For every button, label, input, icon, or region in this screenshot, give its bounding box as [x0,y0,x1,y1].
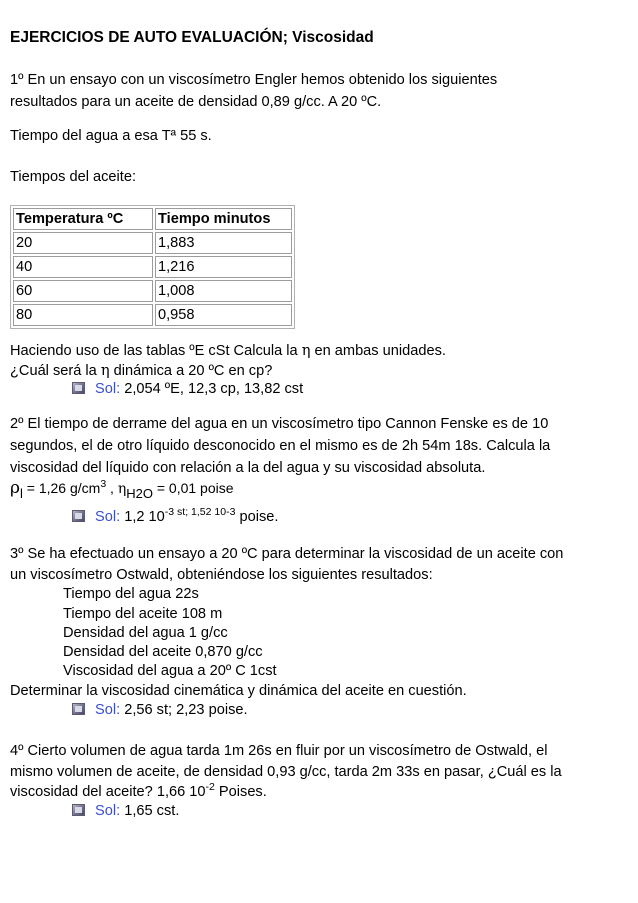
solution-label: Sol: [95,509,121,525]
rho-value: = 1,26 g/cm [22,480,101,496]
ex3-line1: 3º Se ha efectuado un ensayo a 20 ºC para determinar la viscosidad de un aceite con [10,546,564,562]
ex3-item: Tiempo del aceite 108 m [63,606,223,622]
eta-symbol: η [301,342,311,359]
bullet-icon [72,382,85,394]
ex3-item: Densidad del agua 1 g/cc [63,625,228,641]
ex1-question-pre: Haciendo uso de las tablas ºE cSt Calcula la [10,343,302,359]
ex1-question2 [10,362,272,380]
ex4-exponent: -2 [205,781,215,793]
ex2-line3: viscosidad del líquido con relación a la del agua y su viscosidad absoluta. [10,460,486,476]
ex1-intro-line2: resultados para un aceite de densidad 0,89 g/cc. A 20 ºC. [10,94,382,110]
solution-text: 1,65 cst. [120,803,180,819]
table-cell: 40 [13,256,153,278]
ex3-solution [72,702,248,719]
table-row [13,256,292,278]
rho-symbol: ρ [10,478,20,498]
ex3-item: Viscosidad del agua a 20º C 1cst [63,663,277,679]
solution-exponent: -3 st; 1,52 10-3 [164,506,236,518]
ex2-line1: 2º El tiempo de derrame del agua en un viscosímetro tipo Cannon Fenske es de 10 [10,416,549,432]
ex2-line2: segundos, el de otro líquido desconocido en el mismo es de 2h 54m 18s. Calcula la [10,438,551,454]
bullet-icon [72,510,85,522]
ex2-solution [72,506,279,527]
table-row [13,304,292,326]
ex4-line3-pre: viscosidad del aceite? 1,66 10 [10,784,206,800]
table-header-cell: Tiempo minutos [155,208,292,230]
table-cell: 1,216 [155,256,292,278]
oil-times-table [10,205,295,329]
table-cell: 20 [13,232,153,254]
separator: , [106,480,118,496]
ex3-conclusion: Determinar la viscosidad cinemática y dinámica del aceite en cuestión. [10,683,467,699]
table-row [13,232,292,254]
table-cell: 80 [13,304,153,326]
eta-symbol: η [117,481,127,497]
solution-text: 2,56 st; 2,23 poise. [120,702,248,718]
ex1-question [10,342,446,360]
table-cell: 1,883 [155,232,292,254]
ex4-solution [72,803,179,820]
rho-subscript: l [20,486,23,501]
solution-label: Sol: [95,381,121,397]
table-cell: 0,958 [155,304,292,326]
eta-subscript: H2O [126,486,153,501]
table-header-row [13,208,292,230]
solution-label: Sol: [95,702,121,718]
ex4-line2: mismo volumen de aceite, de densidad 0,93 g/cc, tarda 2m 33s en pasar, ¿Cuál es la [10,764,562,780]
ex3-item: Tiempo del agua 22s [63,586,199,602]
ex4-line1: 4º Cierto volumen de agua tarda 1m 26s en fluir por un viscosímetro de Ostwald, el [10,743,548,759]
table-cell: 60 [13,280,153,302]
ex1-oil-times-label: Tiempos del aceite: [10,169,136,185]
ex1-question2-post: dinámica a 20 ºC en cp? [109,363,273,379]
eta-value: = 0,01 poise [152,480,234,496]
ex4-line3-post: Poises. [214,784,267,800]
ex4-line3 [10,781,267,802]
eta-symbol: η [100,362,110,379]
solution-base: 1,2 10 [120,509,165,525]
ex2-data-line [10,480,234,499]
page-title: EJERCICIOS DE AUTO EVALUACIÓN; Viscosidad [10,29,374,46]
ex1-question-post: en ambas unidades. [310,343,446,359]
table-row [13,280,292,302]
ex1-intro-line1: 1º En un ensayo con un viscosímetro Engler hemos obtenido los siguientes [10,72,498,88]
ex3-item: Densidad del aceite 0,870 g/cc [63,644,263,660]
ex1-solution [72,381,303,398]
table-cell: 1,008 [155,280,292,302]
solution-tail: poise. [235,509,279,525]
ex1-water-time: Tiempo del agua a esa Tª 55 s. [10,128,212,144]
rho-exponent: 3 [100,478,107,490]
table-header-cell: Temperatura ºC [13,208,153,230]
ex1-question2-pre: ¿Cuál será la [10,363,101,379]
bullet-icon [72,804,85,816]
solution-text: 2,054 ºE, 12,3 cp, 13,82 cst [120,381,304,397]
solution-label: Sol: [95,803,121,819]
bullet-icon [72,703,85,715]
ex3-line2: un viscosímetro Ostwald, obteniéndose los siguientes resultados: [10,567,433,583]
